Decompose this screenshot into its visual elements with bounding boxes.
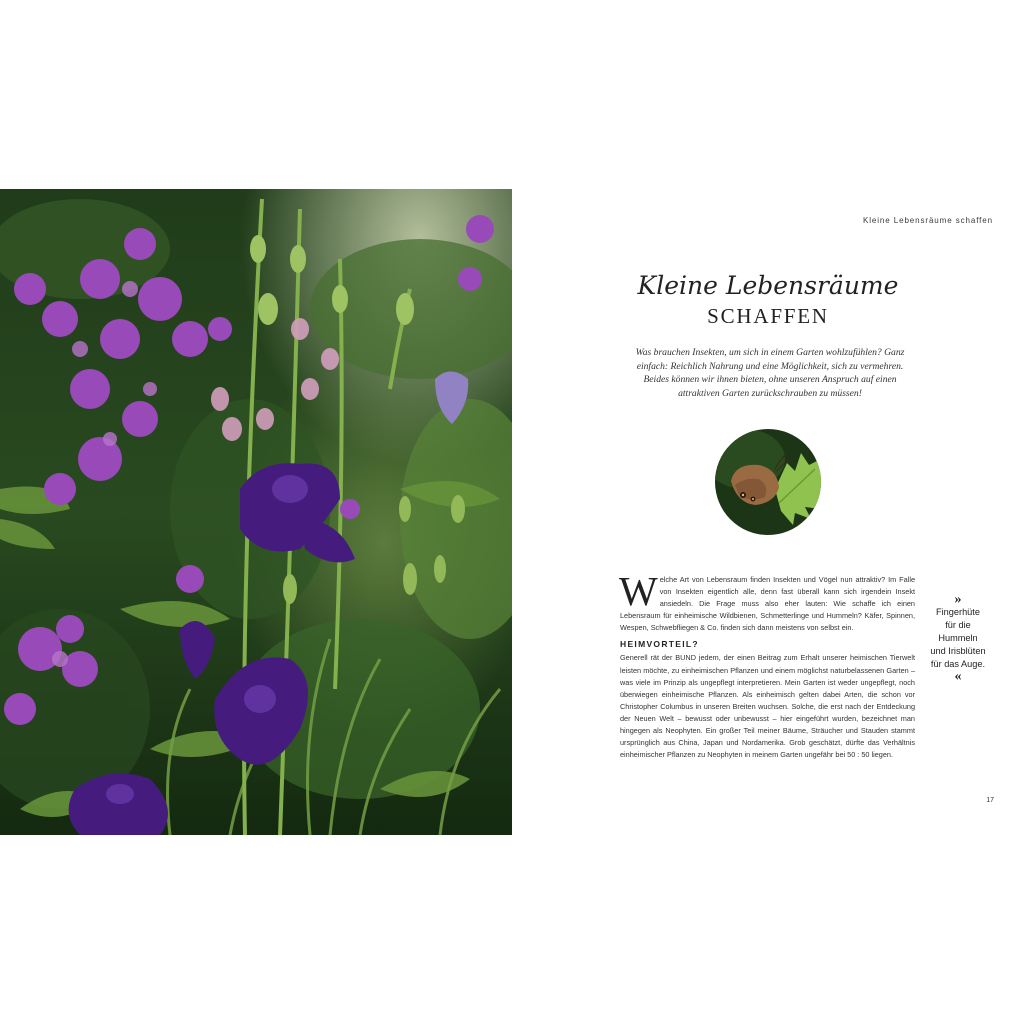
book-spread — [0, 189, 1024, 835]
lead-paragraph — [624, 346, 916, 400]
butterfly-icon — [715, 429, 821, 535]
page-subtitle: SCHAFFEN — [707, 304, 829, 328]
running-head: Kleine Lebensräume schaffen — [862, 216, 993, 225]
quote-text: Fingerhüte für die Hummeln und Irisblüten für das Auge. — [930, 607, 986, 669]
drop-cap: W — [619, 568, 658, 614]
section-paragraph: Generell rät der BUND jedem, der einen Beitrag zum Erhalt unserer heimischen Tierwelt leisten möchte, zu einheimischen Pflanzen und einem möglichst naturbelassenen Garten – was viele im Prinzip als ungepflegt interpretieren. Mein Garten ist weder ungepflegt, noch überwiegen einheimische Pflanzen. Als einheimisch gelten dabei Arten, die schon vor Christopher Columbus in unseren Breiten wuchsen. Solche, die erst nach der Entdeckung der Neuen Welt – bewusst oder unbewusst – hier eingeführt wurden, bezeichnet man hingegen als Neophyten. Ein großer Teil meiner Bäume, Sträucher und Stauden stammt ursprünglich aus China, Japan und Nordamerika. Grob geschätzt, dürfte das Verhältnis einheimischer Pflanzen zu Neophyten in meinem Garten ungefähr bei 50 : 50 liegen. — [620, 653, 915, 760]
text-page — [512, 189, 1024, 835]
intro-paragraph — [619, 568, 915, 634]
lead-text: Was brauchen Insekten, um sich in einem Garten wohlzufühlen? Ganz einfach: Reichlich Nahrung und eine Möglichkeit, sich zu vermehren. Beides können wir ihnen bieten, ohne unseren Anspruch auf einen attraktiven Garten zurückschrauben zu müssen! — [635, 347, 905, 399]
quote-close-mark: « — [954, 669, 962, 684]
garden-photo — [0, 189, 512, 835]
body-text — [619, 568, 915, 761]
page-number: 17 — [986, 797, 994, 804]
section-heading: HEIMVORTEIL? — [620, 639, 699, 650]
butterfly-vignette — [715, 429, 821, 535]
quote-open-mark: » — [954, 592, 962, 607]
intro-text: elche Art von Lebensraum finden Insekten und Vögel nun attraktiv? Im Falle von Insekten eigentlich alle, denn fast überall kann sich irgendein Insekt ansiedeln. Die Frage muss also eher lauten: Wie schaffe ich einen Lebensraum für einheimische Wildbienen, Schmetterlinge und Hummeln? Käfer, Spinnen, Wespen, Schwebfliegen & Co. finden sich dann meistens von selbst ein. — [620, 575, 915, 633]
pull-quote — [930, 594, 986, 683]
page-title: Kleine Lebensräume — [637, 271, 899, 300]
